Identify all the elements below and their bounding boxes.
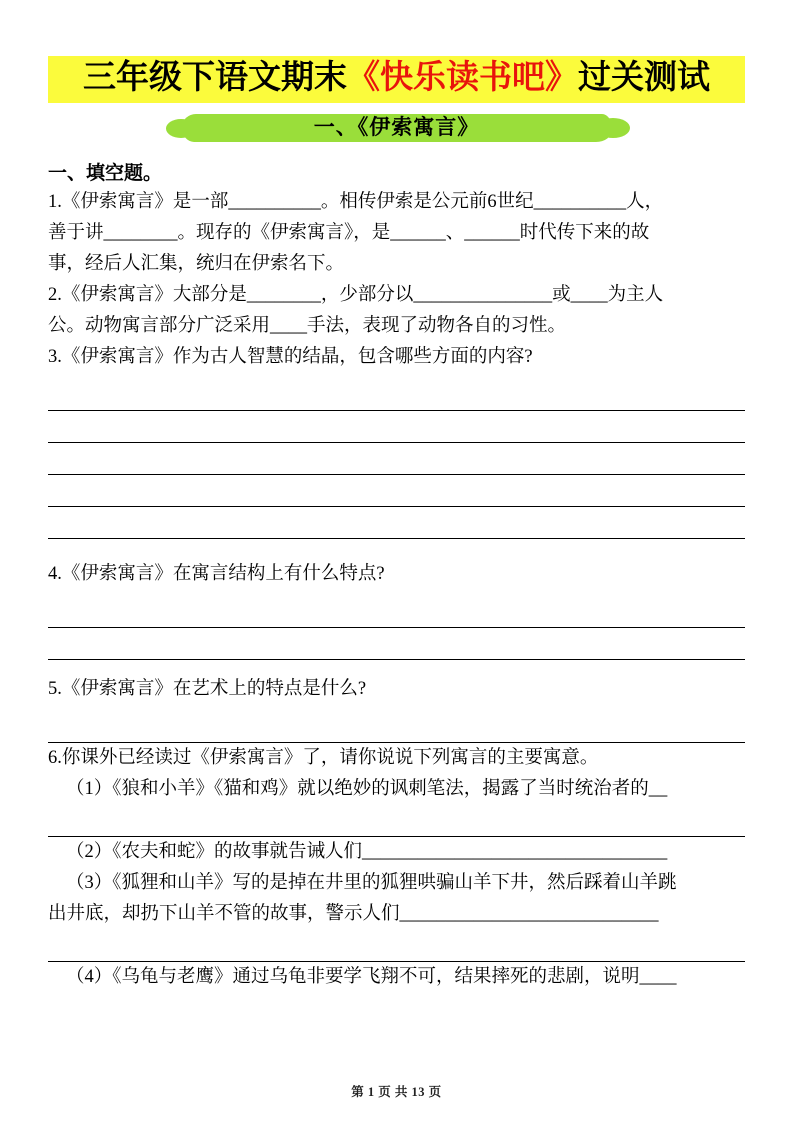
subtitle-text: 一、《伊索寓言》 (313, 114, 480, 139)
answer-line[interactable] (48, 379, 745, 411)
answer-line[interactable] (48, 628, 745, 660)
title-part-1: 三年级下语文期末 (83, 60, 347, 96)
question-6-item-3-line-2: 出井底，却扔下山羊不管的故事，警示人们____________________________ (48, 903, 659, 924)
title-highlight: 《快乐读书吧》 (347, 60, 578, 96)
answer-line[interactable] (48, 711, 745, 743)
answer-line[interactable] (48, 930, 745, 962)
answer-line[interactable] (48, 805, 745, 837)
spacer (48, 539, 745, 559)
answer-line[interactable] (48, 507, 745, 539)
title-part-2: 过关测试 (578, 60, 710, 96)
question-6-item-2: （2）《农夫和蛇》的故事就告诫人们_________________________________ (66, 841, 668, 862)
question-3: 3.《伊索寓言》作为古人智慧的结晶，包含哪些方面的内容? (48, 346, 533, 367)
question-1-line-3: 事，经后人汇集，统归在伊索名下。 (48, 253, 345, 274)
page-footer: 第 1 页 共 13 页 (351, 1085, 442, 1099)
section-heading: 一、填空题。 (48, 162, 163, 184)
question-1-line-1: 1.《伊索寓言》是一部__________。相传伊索是公元前6世纪__________人， (48, 191, 664, 212)
answer-line[interactable] (48, 475, 745, 507)
answer-line[interactable] (48, 411, 745, 443)
question-5: 5.《伊索寓言》在艺术上的特点是什么? (48, 678, 367, 699)
question-6-item-1: （1）《狼和小羊》《猫和鸡》就以绝妙的讽刺笔法，揭露了当时统治者的__ (66, 778, 668, 799)
question-6-item-3-line-1: （3）《狐狸和山羊》写的是掉在井里的狐狸哄骗山羊下井，然后踩着山羊跳 (66, 872, 677, 893)
spacer (48, 660, 745, 674)
question-2-line-1: 2.《伊索寓言》大部分是________，少部分以_______________或____为主人 (48, 284, 664, 305)
page-title-banner (48, 56, 745, 103)
question-6-item-4: （4）《乌龟与老鹰》通过乌龟非要学飞翔不可，结果摔死的悲剧，说明____ (66, 966, 677, 987)
question-4: 4.《伊索寓言》在寓言结构上有什么特点? (48, 563, 385, 584)
subtitle-banner (48, 112, 745, 146)
answer-line[interactable] (48, 443, 745, 475)
question-1-line-2: 善于讲________。现存的《伊索寓言》，是______、______时代传下来的故 (48, 222, 650, 243)
answer-line[interactable] (48, 596, 745, 628)
question-2-line-2: 公。动物寓言部分广泛采用____手法，表现了动物各自的习性。 (48, 315, 567, 336)
question-6: 6.你课外已经读过《伊索寓言》了，请你说说下列寓言的主要寓意。 (48, 747, 599, 768)
